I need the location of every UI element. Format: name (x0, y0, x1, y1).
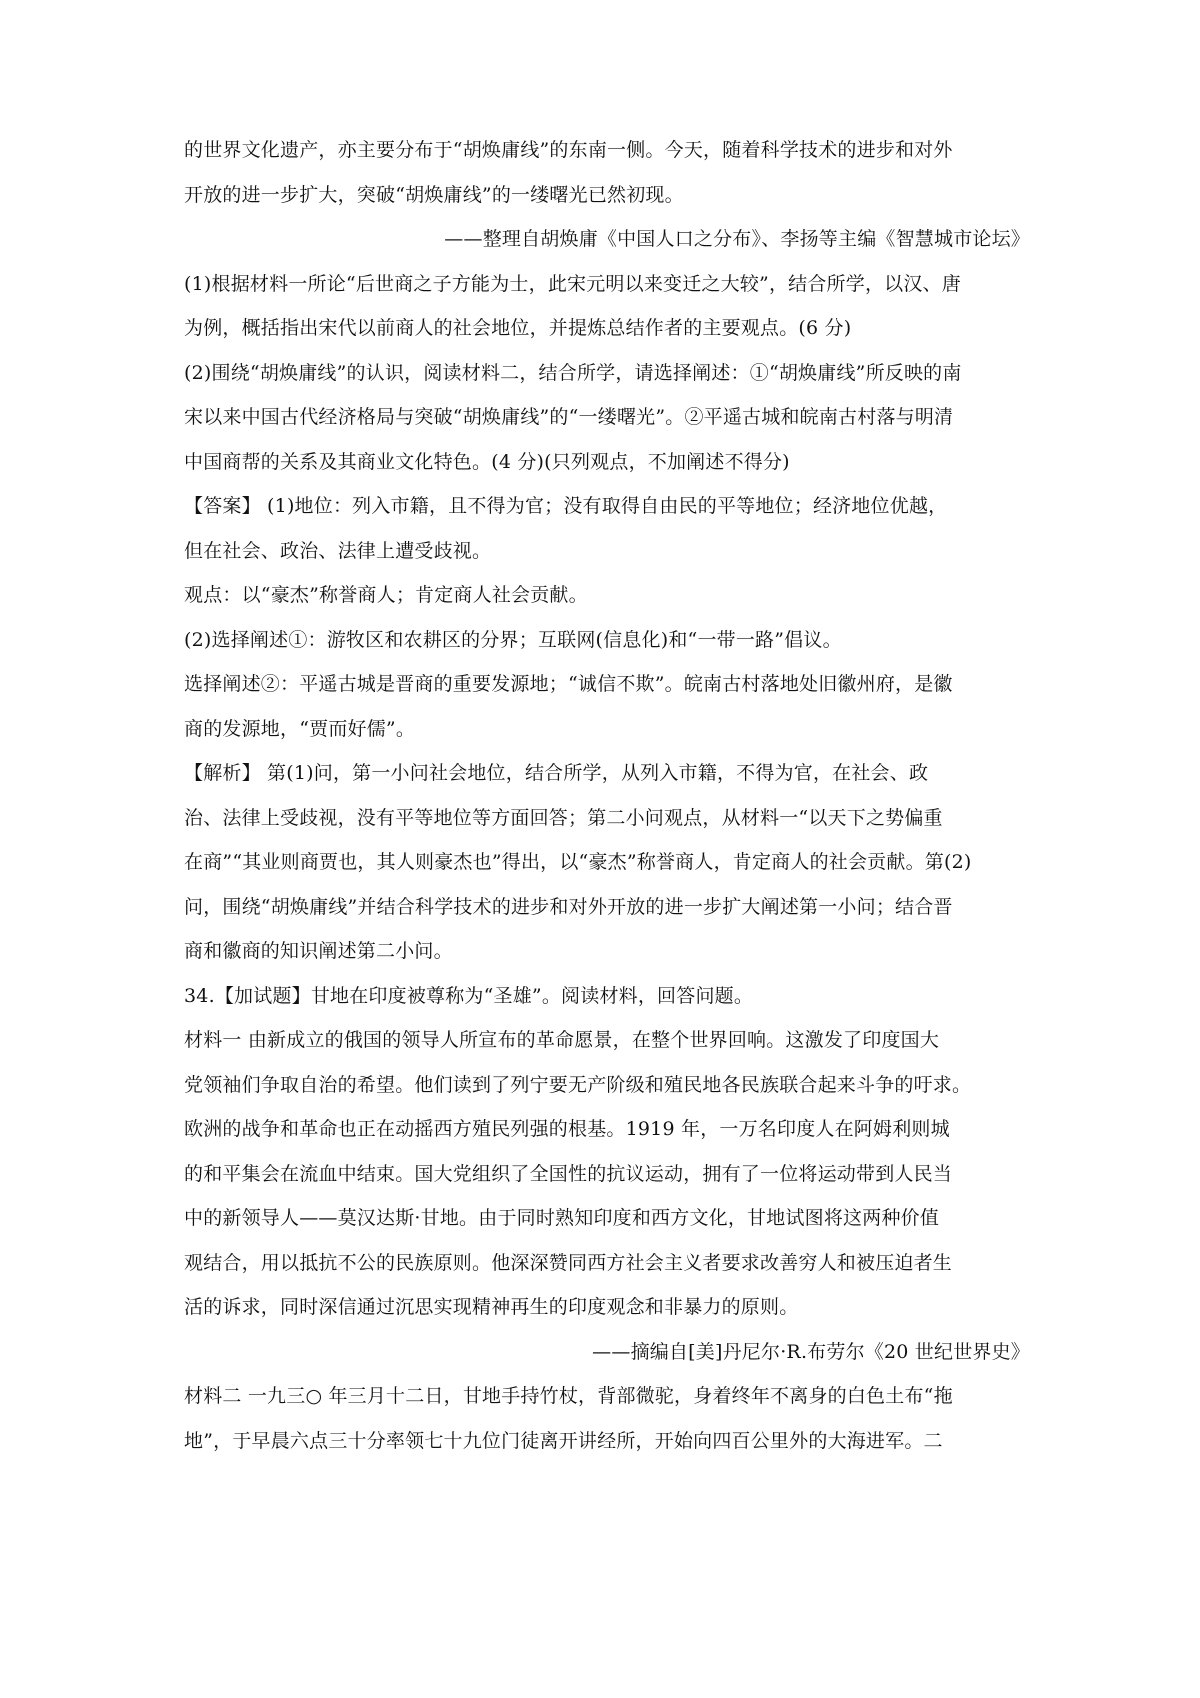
answer-line: 选择阐述②：平遥古城是晋商的重要发源地；“诚信不欺”。皖南古村落地处旧徽州府，是徽 (184, 673, 953, 695)
material-1-line: 党领袖们争取自治的希望。他们读到了列宁要无产阶级和殖民地各民族联合起来斗争的吁求。 (184, 1073, 972, 1096)
text-line: 开放的进一步扩大，突破“胡焕庸线”的一缕曙光已然初现。 (184, 183, 684, 206)
material-1-line: 观结合，用以抵抗不公的民族原则。他深深赞同西方社会主义者要求改善穷人和被压迫者生 (184, 1251, 953, 1274)
material-1-line: 活的诉求，同时深信通过沉思实现精神再生的印度观念和非暴力的原则。 (184, 1296, 799, 1318)
material-1-line: 中的新领导人——莫汉达斯·甘地。由于同时熟知印度和西方文化，甘地试图将这两种价值 (184, 1207, 940, 1229)
analysis-line: 在商”“其业则商贾也，其人则豪杰也”得出，以“豪杰”称誉商人，肯定商人的社会贡献。第(2) (184, 851, 972, 873)
source-citation: ——摘编自[美]丹尼尔·R.布劳尔《20 世纪世界史》 (592, 1340, 1030, 1363)
answer-line: 但在社会、政治、法律上遭受歧视。 (184, 539, 492, 562)
material-2-line: 地”，于早晨六点三十分率领七十九位门徒离开讲经所，开始向四百公里外的大海进军。二 (184, 1429, 943, 1452)
question-1-line: (1)根据材料一所论“后世商之子方能为士，此宋元明以来变迁之大较”，结合所学，以汉、唐 (184, 272, 961, 295)
material-1-line: 材料一 由新成立的俄国的领导人所宣布的革命愿景，在整个世界回响。这激发了印度国大 (184, 1029, 940, 1051)
analysis-line: 商和徽商的知识阐述第二小问。 (184, 940, 453, 962)
material-1-line: 的和平集会在流血中结束。国大党组织了全国性的抗议运动，拥有了一位将运动带到人民当 (184, 1162, 953, 1185)
question-2-line: (2)围绕“胡焕庸线”的认识，阅读材料二，结合所学，请选择阐述：①“胡焕庸线”所反映的南 (184, 361, 962, 384)
material-2-line: 材料二 一九三○ 年三月十二日，甘地手持竹杖，背部微驼，身着终年不离身的白色土布“拖 (184, 1385, 953, 1407)
analysis-line: 问，围绕“胡焕庸线”并结合科学技术的进步和对外开放的进一步扩大阐述第一小问；结合晋 (184, 895, 953, 918)
source-citation: ——整理自胡焕庸《中国人口之分布》、李扬等主编《智慧城市论坛》 (444, 228, 1030, 250)
answer-line: 观点：以“豪杰”称誉商人；肯定商人社会贡献。 (184, 584, 588, 606)
question-1-line: 为例，概括指出宋代以前商人的社会地位，并提炼总结作者的主要观点。(6 分) (184, 317, 852, 339)
material-1-line: 欧洲的战争和革命也正在动摇西方殖民列强的根基。1919 年，一万名印度人在阿姆利则城 (184, 1118, 950, 1140)
analysis-line: 【解析】 第(1)问，第一小问社会地位，结合所学，从列入市籍，不得为官，在社会、政 (184, 762, 929, 784)
question-34-heading: 34.【加试题】甘地在印度被尊称为“圣雄”。阅读材料，回答问题。 (184, 984, 754, 1007)
answer-line: (2)选择阐述①：游牧区和农耕区的分界；互联网(信息化)和“一带一路”倡议。 (184, 628, 842, 651)
question-2-line: 宋以来中国古代经济格局与突破“胡焕庸线”的“一缕曙光”。②平遥古城和皖南古村落与明清 (184, 406, 954, 428)
question-2-line: 中国商帮的关系及其商业文化特色。(4 分)(只列观点，不加阐述不得分) (184, 450, 790, 473)
document-page (184, 138, 1030, 1473)
analysis-line: 治、法律上受歧视，没有平等地位等方面回答；第二小问观点，从材料一“以天下之势偏重 (184, 806, 943, 829)
answer-line: 商的发源地，“贾而好儒”。 (184, 717, 416, 740)
answer-line: 【答案】 (1)地位：列入市籍，且不得为官；没有取得自由民的平等地位；经济地位优越， (184, 495, 948, 517)
text-line: 的世界文化遗产，亦主要分布于“胡焕庸线”的东南一侧。今天，随着科学技术的进步和对外 (184, 139, 953, 161)
